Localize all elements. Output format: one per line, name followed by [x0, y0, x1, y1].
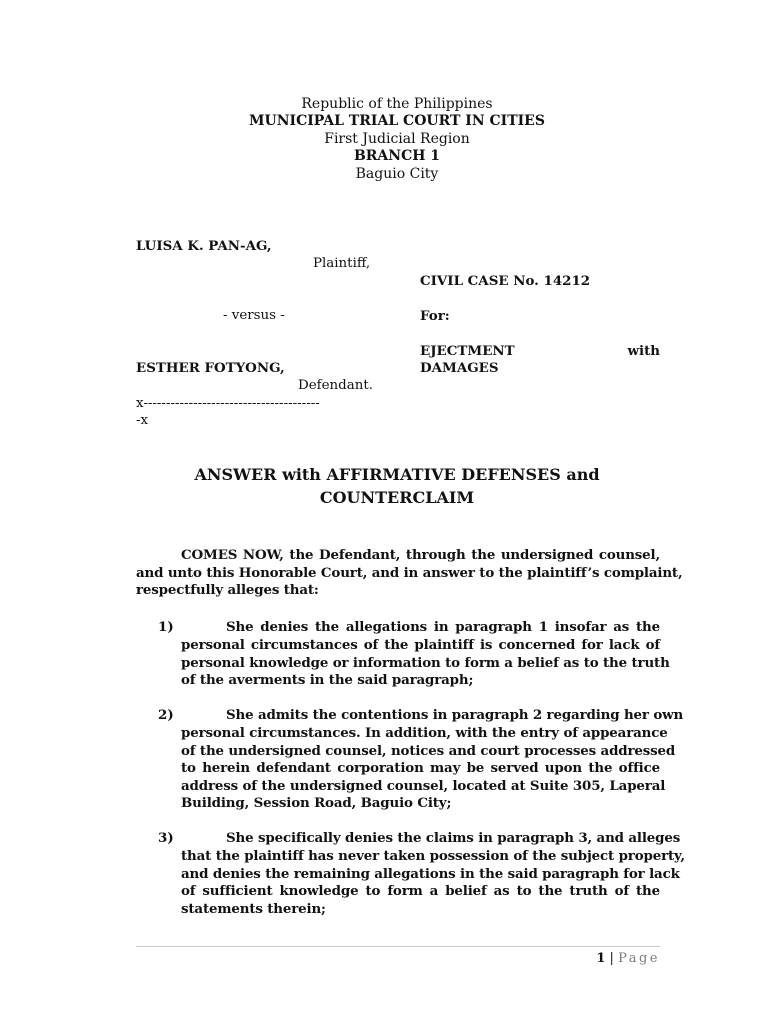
paragraph-number: 1)	[158, 619, 174, 635]
header-city: Baguio City	[355, 166, 439, 182]
paragraph-line: She admits the contentions in paragraph 2 regarding her own	[226, 707, 684, 723]
title-line1: ANSWER with AFFIRMATIVE DEFENSES and	[194, 465, 600, 484]
paragraph-line: personal circumstances. In addition, with the entry of appearance	[181, 725, 668, 741]
paragraph-line: Building, Session Road, Baguio City;	[181, 795, 452, 811]
paragraph-line: personal circumstances of the plaintiff is concerned for lack of	[181, 637, 660, 653]
title-line2: COUNTERCLAIM	[319, 488, 475, 507]
paragraph-line: to herein defendant corporation may be served upon the office	[181, 760, 660, 776]
for-label: For:	[420, 308, 450, 324]
footer-divider	[136, 946, 660, 947]
page-number: 1	[596, 951, 606, 966]
case-nature-word1: EJECTMENT	[420, 343, 515, 359]
caption-closing-line: x---------------------------------------	[136, 396, 320, 411]
paragraph-line: of the undersigned counsel, notices and court processes addressed	[181, 743, 676, 759]
paragraph-line: statements therein;	[181, 901, 326, 917]
caption-closing-end: -x	[136, 413, 149, 428]
header-court: MUNICIPAL TRIAL COURT IN CITIES	[249, 113, 545, 129]
paragraph-number: 2)	[158, 707, 174, 723]
paragraph-line: and denies the remaining allegations in the said paragraph for lack	[181, 866, 680, 882]
header-republic: Republic of the Philippines	[301, 96, 493, 112]
page-label: Page	[618, 951, 660, 966]
paragraph-number: 3)	[158, 830, 174, 846]
case-number: CIVIL CASE No. 14212	[420, 273, 591, 289]
intro-line	[181, 546, 660, 564]
paragraph-line: She specifically denies the claims in paragraph 3, and alleges	[226, 830, 681, 846]
page-footer	[560, 950, 660, 968]
plaintiff-name: LUISA K. PAN-AG,	[136, 238, 272, 254]
header-region: First Judicial Region	[324, 131, 470, 147]
paragraph-line: She denies the allegations in paragraph 1 insofar as the	[226, 619, 660, 635]
case-nature-line1	[420, 342, 660, 360]
intro-line1-rest: , the Defendant, through the undersigned counsel,	[279, 547, 660, 563]
defendant-role: Defendant.	[298, 378, 373, 393]
case-nature-line2: DAMAGES	[420, 360, 499, 376]
case-nature-word2: with	[627, 343, 660, 359]
intro-line: and unto this Honorable Court, and in answer to the plaintiff’s complaint,	[136, 565, 683, 581]
defendant-name: ESTHER FOTYONG,	[136, 360, 285, 376]
intro-line: respectfully alleges that:	[136, 582, 319, 598]
paragraph-line: that the plaintiff has never taken possession of the subject property,	[181, 848, 685, 864]
intro-lead: COMES NOW	[181, 547, 280, 563]
paragraph-line: of sufficient knowledge to form a belief as to the truth of the	[181, 883, 660, 899]
paragraph-line: personal knowledge or information to form a belief as to the truth	[181, 655, 670, 671]
versus-label: - versus -	[223, 308, 285, 323]
paragraph-line: of the averments in the said paragraph;	[181, 672, 474, 688]
plaintiff-role: Plaintiff,	[313, 256, 371, 271]
paragraph-line: address of the undersigned counsel, located at Suite 305, Laperal	[181, 778, 666, 794]
page-separator: |	[609, 951, 614, 966]
header-branch: BRANCH 1	[353, 148, 441, 164]
